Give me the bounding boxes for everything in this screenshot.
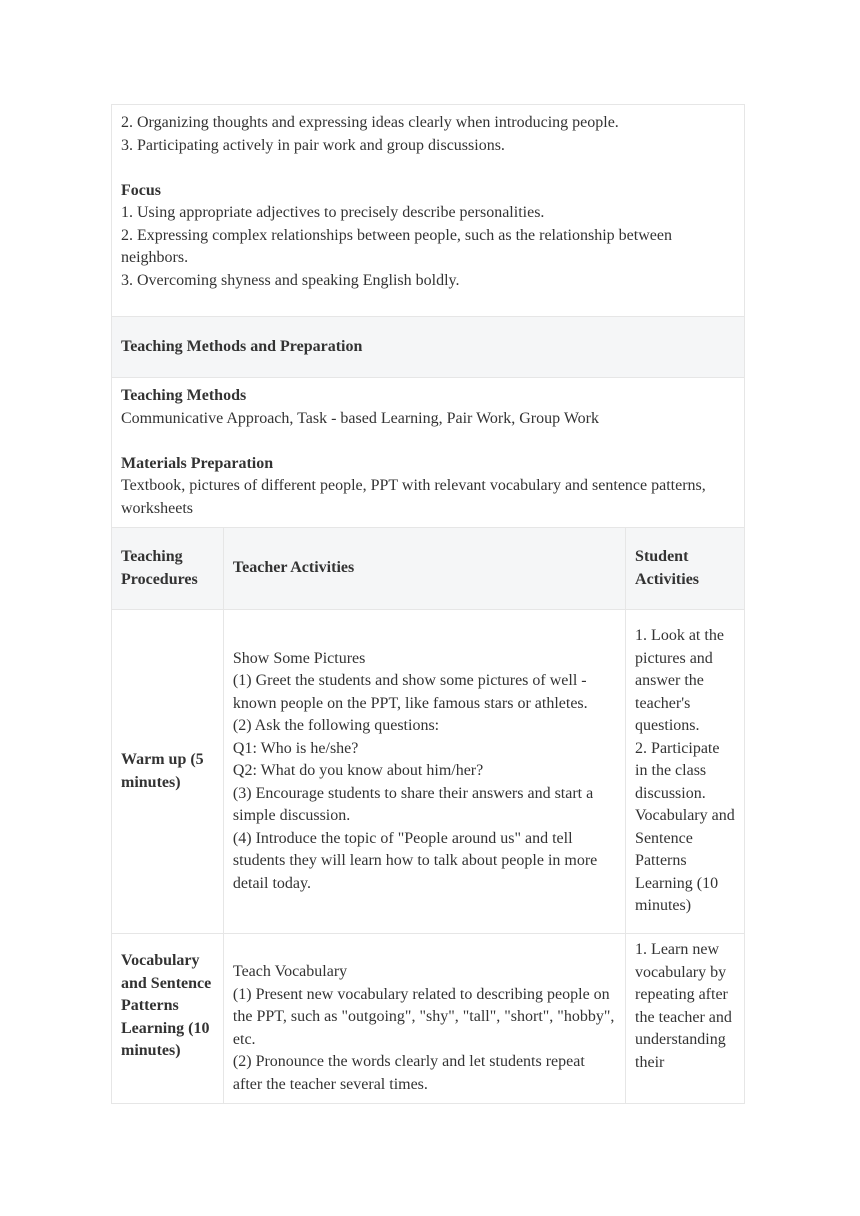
- materials-text: Textbook, pictures of different people, PPT with relevant vocabulary and sentence patterns, worksheets: [121, 477, 706, 517]
- spacer: [121, 430, 735, 453]
- spacer: [121, 157, 735, 180]
- col-header-teacher: Teacher Activities: [223, 528, 625, 610]
- focus-line: 1. Using appropriate adjectives to precisely describe personalities.: [121, 204, 545, 221]
- stage-cell: Warm up (5 minutes): [112, 610, 224, 934]
- focus-title: Focus: [121, 181, 161, 199]
- col-header-student: Student Activities: [626, 528, 745, 610]
- materials-title: Materials Preparation: [121, 454, 274, 472]
- methods-title: Teaching Methods: [121, 387, 247, 404]
- lesson-plan-table: [111, 104, 745, 1104]
- objective-line: 3. Participating actively in pair work and group discussions.: [121, 136, 505, 154]
- focus-line: 2. Expressing complex relationships between people, such as the relationship between neighbors.: [121, 226, 672, 266]
- focus-line: 3. Overcoming shyness and speaking English boldly.: [121, 271, 460, 289]
- col-header-procedures: Teaching Procedures: [112, 528, 224, 610]
- student-cell: 1. Look at the pictures and answer the teacher's questions. 2. Participate in the class discussion. Vocabulary and Sentence Patterns Learning (10 minutes): [626, 610, 745, 934]
- stage-cell: Vocabulary and Sentence Patterns Learning (10 minutes): [112, 934, 224, 1104]
- objective-line: 2. Organizing thoughts and expressing ideas clearly when introducing people.: [121, 114, 619, 131]
- student-cell: 1. Learn new vocabulary by repeating after the teacher and understanding their: [626, 934, 745, 1104]
- methods-section-header: [112, 317, 745, 378]
- objectives-focus-cell: [112, 105, 745, 317]
- table-row: [112, 610, 745, 934]
- methods-materials-cell: [112, 378, 745, 528]
- teacher-cell: Teach Vocabulary (1) Present new vocabulary related to describing people on the PPT, such as "outgoing", "shy", "tall", "short", "hobby", etc. (2) Pronounce the words clearly and let students repeat after the teacher several times.: [223, 934, 625, 1104]
- methods-text: Communicative Approach, Task - based Learning, Pair Work, Group Work: [121, 409, 599, 427]
- section-title: Teaching Methods and Preparation: [121, 337, 363, 355]
- teacher-cell: Show Some Pictures (1) Greet the students and show some pictures of well - known people on the PPT, like famous stars or athletes. (2) Ask the following questions: Q1: Who is he/she? Q2: What do you know about him/her? (3) Encourage students to share their answers and start a simple discussion. (4) Introduce the topic of "People around us" and tell students they will learn how to talk about people in more detail today.: [223, 610, 625, 934]
- table-row: [112, 934, 745, 1104]
